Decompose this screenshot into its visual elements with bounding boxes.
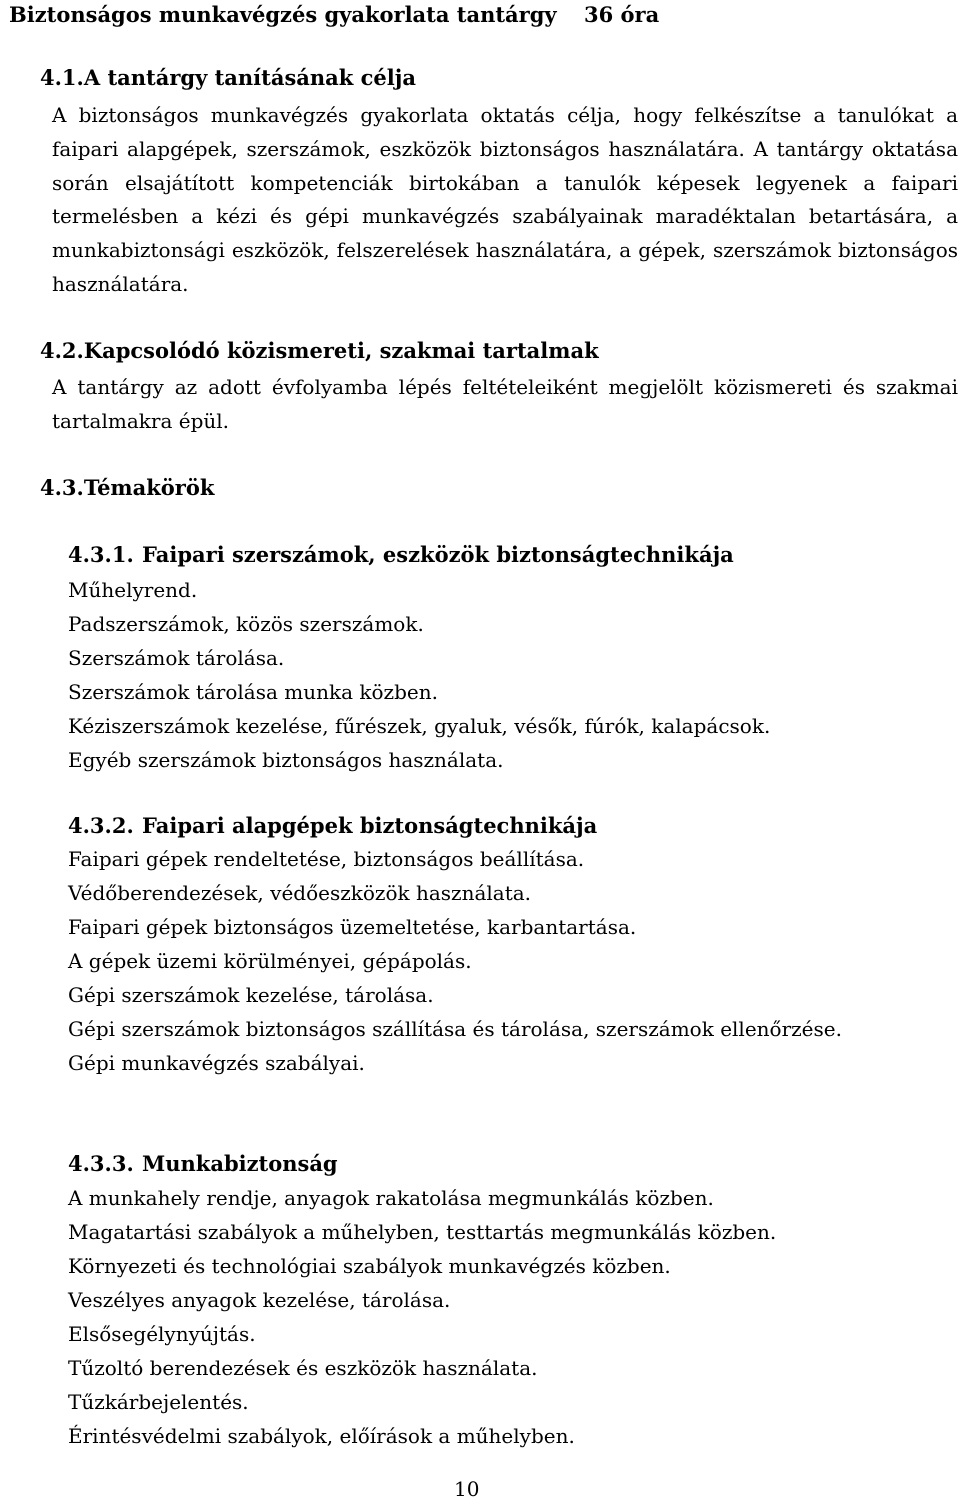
list-item: Védőberendezések, védőeszközök használata. [68,881,532,905]
topic-items-4-3-2 [68,842,874,1080]
list-item: Elsősegélynyújtás. [68,1322,256,1346]
topic-heading-4-3-3 [68,1149,338,1179]
section-heading-4-1: 4.1.A tantárgy tanításának célja [40,65,416,90]
list-item: Gépi szerszámok biztonságos szállítása és tárolása, szerszámok ellenőrzése. [68,1017,842,1041]
list-item: Kéziszerszámok kezelése, fűrészek, gyaluk, vésők, fúrók, kalapácsok. [68,714,771,738]
topic-title: Munkabiztonság [142,1151,338,1176]
topic-title: Faipari alapgépek biztonságtechnikája [142,813,598,838]
section-heading-4-2: 4.2.Kapcsolódó közismereti, szakmai tartalmak [40,338,599,363]
list-item: Tűzoltó berendezések és eszközök használata. [68,1356,538,1380]
list-item: Érintésvédelmi szabályok, előírások a műhelyben. [68,1424,575,1448]
list-item: Magatartási szabályok a műhelyben, testtartás megmunkálás közben. [68,1220,777,1244]
topic-heading-4-3-2 [68,811,597,841]
topic-number: 4.3.1. [68,542,134,567]
list-item: Szerszámok tárolása. [68,646,285,670]
list-item: Faipari gépek biztonságos üzemeltetése, karbantartása. [68,915,637,939]
list-item: Szerszámok tárolása munka közben. [68,680,438,704]
list-item: Egyéb szerszámok biztonságos használata. [68,748,504,772]
topic-items-4-3-1 [68,573,874,777]
section-text-4-2: A tantárgy az adott évfolyamba lépés feltételeiként megjelölt közismereti és szakmai tartalmakra épül. [52,375,958,433]
topic-number: 4.3.2. [68,813,134,838]
list-item: Környezeti és technológiai szabályok munkavégzés közben. [68,1254,671,1278]
topic-items-4-3-3 [68,1181,874,1453]
section-heading-4-3: 4.3.Témakörök [40,475,215,500]
list-item: Padszerszámok, közös szerszámok. [68,612,424,636]
topic-title: Faipari szerszámok, eszközök biztonságtechnikája [142,542,734,567]
page-header [9,0,660,30]
topic-number: 4.3.3. [68,1151,134,1176]
subject-title: Biztonságos munkavégzés gyakorlata tantárgy [9,2,557,27]
subject-hours: 36 óra [584,2,660,27]
list-item: Faipari gépek rendeltetése, biztonságos beállítása. [68,847,585,871]
list-item: A munkahely rendje, anyagok rakatolása megmunkálás közben. [68,1186,714,1210]
topic-heading-4-3-1 [68,540,734,570]
list-item: A gépek üzemi körülményei, gépápolás. [68,949,472,973]
list-item: Gépi munkavégzés szabályai. [68,1051,365,1075]
page-number: 10 [454,1477,480,1501]
list-item: Tűzkárbejelentés. [68,1390,249,1414]
list-item: Veszélyes anyagok kezelése, tárolása. [68,1288,451,1312]
list-item: Műhelyrend. [68,578,198,602]
section-text-4-1: A biztonságos munkavégzés gyakorlata oktatás célja, hogy felkészítse a tanulókat a faipari alapgépek, szerszámok, eszközök biztonságos használatára. A tantárgy oktatása során elsajátított kompetenciák birtokában a tanulók képesek legyenek a faipari termelésben a kézi és gépi munkavégzés szabályainak maradéktalan betartására, a munkabiztonsági eszközök, felszerelések használatára, a gépek, szerszámok biztonságos használatára. [52,103,958,296]
list-item: Gépi szerszámok kezelése, tárolása. [68,983,434,1007]
